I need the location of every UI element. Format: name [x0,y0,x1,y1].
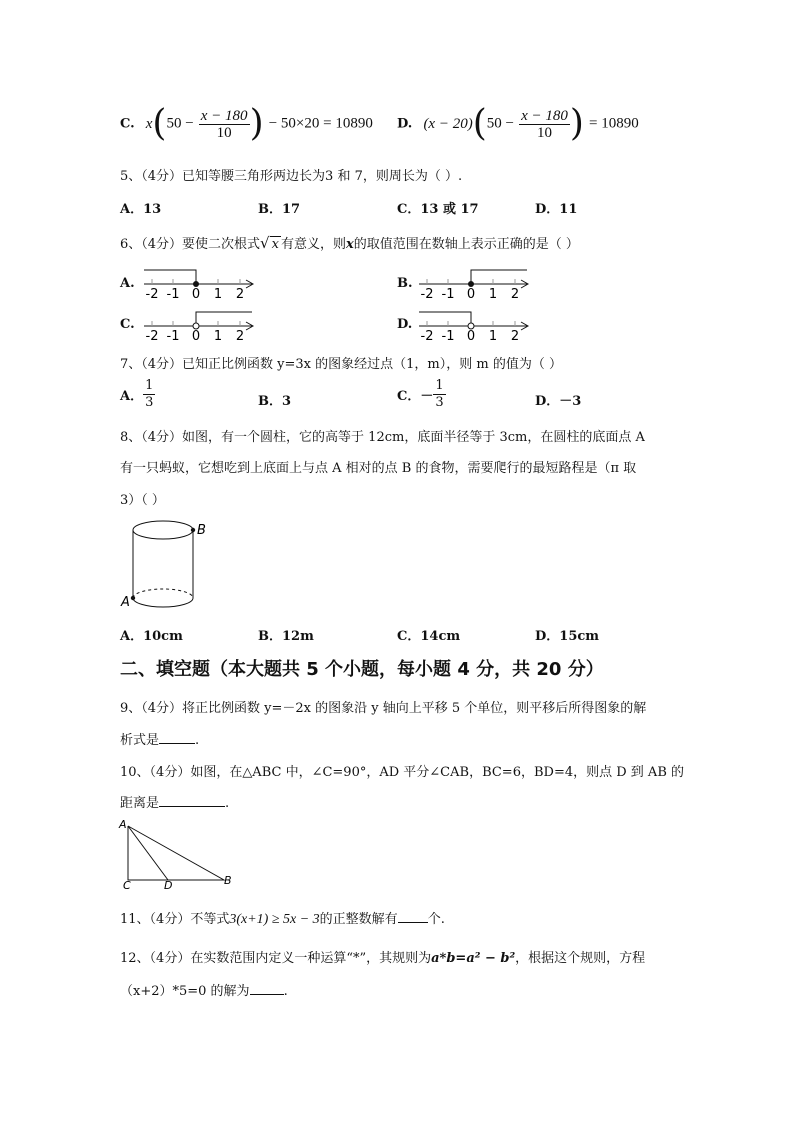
tick-label: -2 [145,329,159,344]
operation-rule: a*b=a² − b² [431,951,516,966]
q6-stem [120,233,579,252]
tick-label: -1 [166,329,180,344]
fraction [143,378,155,411]
cylinder-figure [117,512,217,614]
q11-stem [120,908,445,928]
q6-option-d-label: D. [397,317,413,332]
tick-label: -1 [441,329,455,344]
q7-option-b: B．3 [258,394,292,409]
math-term: (x − 20) [423,115,473,132]
tick-label: -2 [420,287,434,302]
tick-label: 2 [235,287,245,302]
tick-label: 1 [213,287,223,302]
stem-text: 6、（4分）要使二次根式 [120,237,261,252]
tick-label: 2 [235,329,245,344]
fraction-numerator: x − 180 [200,107,248,124]
tick-label: 1 [488,287,498,302]
stem-text: . [195,733,200,748]
tick-label: 0 [466,329,476,344]
q8-line-3: 3）（ ） [120,493,165,508]
stem-var: x [345,237,354,252]
fraction-denominator: 3 [145,395,154,410]
point-label-a: A [121,595,130,610]
q7-option-a [120,378,155,411]
paren-open: ( [472,103,487,144]
stem-text: 有意义，则 [280,237,346,252]
q8-option-b: B．12m [258,629,314,644]
stem-text: ，根据这个规则，方程 [515,951,646,966]
fraction-numerator: x − 180 [521,107,568,124]
inequality: 3(x+1) ≥ 5x − 3 [229,912,320,927]
fraction-numerator: 1 [435,378,444,393]
stem-text: 析式是 [120,733,160,748]
q7-option-c [397,378,446,411]
answer-blank [159,794,225,807]
q8-option-c: C．14cm [397,629,461,644]
stem-text: （x+2）*5=0 的解为 [120,984,250,999]
triangle-figure [116,818,240,890]
stem-text: 个. [427,912,445,927]
q9-line-1: 9、（4分）将正比例函数 y=－2x 的图象沿 y 轴向上平移 5 个单位，则平移后所得图象的解 [120,701,647,716]
q5-option-c: C．13 或 17 [397,202,479,217]
section-title: 二、填空题（本大题共 5 个小题，每小题 4 分，共 20 分） [120,659,604,680]
q6-option-a-label: A. [120,276,135,291]
q10-line-1: 10、（4分）如图，在△ABC 中，∠C=90°，AD 平分∠CAB，BC=6，BD=4，则点 D 到 AB 的 [120,765,685,780]
tick-label: 2 [510,329,520,344]
q5-option-b: B．17 [258,202,301,217]
q12-line-1 [120,947,645,966]
vertex-label-a: A [119,818,127,831]
fraction-numerator: 1 [145,378,154,393]
tick-label: 1 [488,329,498,344]
answer-blank [398,910,428,923]
answer-blank [159,731,195,744]
number-line-b [415,262,540,302]
q8-line-1: 8、（4分）如图，有一个圆柱，它的高等于 12cm，底面半径等于 3cm，在圆柱的底面点 A [120,430,645,445]
fraction-denominator: 3 [435,395,444,410]
option-label: C．－ [397,389,434,404]
fraction [519,108,570,141]
math-var: x [145,115,153,132]
stem-text: 的取值范围在数轴上表示正确的是（ ） [353,237,579,252]
fraction-denominator: 10 [216,124,232,141]
paren-open: ( [152,103,167,144]
q9-line-2 [120,729,199,748]
paren-close: ) [569,103,584,144]
q7-stem: 7、（4分）已知正比例函数 y=3x 的图象经过点（1，m），则 m 的值为（ ） [120,357,562,372]
q6-option-b-label: B. [397,276,413,291]
tick-label: 0 [191,287,201,302]
tick-label: -1 [166,287,180,302]
tick-label: -2 [145,287,159,302]
fraction [433,378,445,411]
option-label: C. [120,116,135,132]
stem-text: . [225,796,230,811]
q8-option-d: D．15cm [535,629,600,644]
math-term: 50 − [486,115,514,132]
tick-label: -2 [420,329,434,344]
stem-text: . [283,984,288,999]
tick-label: 0 [466,287,476,302]
sqrt-radicand: x [271,237,279,252]
option-label: A． [120,389,144,404]
q8-option-a: A．10cm [120,629,183,644]
option-label: D. [397,116,413,132]
sqrt-radical: √ [260,234,270,252]
stem-text: 的正整数解有 [319,912,398,927]
stem-text: 12、（4分）在实数范围内定义一种运算“*”，其规则为 [120,951,432,966]
number-line-a [140,262,265,302]
fraction-denominator: 10 [536,124,552,141]
stem-text: 距离是 [120,796,160,811]
vertex-label-b: B [224,874,232,887]
q5-option-d: D．11 [535,202,578,217]
point-label-b: B [197,523,206,538]
q7-option-d: D．－3 [535,394,582,409]
q4-option-d [397,103,639,146]
q6-option-c-label: C. [120,317,135,332]
q4-option-c [120,103,373,146]
number-line-d [415,304,540,344]
q5-option-a: A．13 [120,202,162,217]
fraction [199,108,250,141]
q8-line-2: 有一只蚂蚁，它想吃到上底面上与点 A 相对的点 B 的食物，需要爬行的最短路程是（π 取 [120,461,637,476]
q12-line-2 [120,980,288,999]
number-line-c [140,304,265,344]
tick-label: 0 [191,329,201,344]
answer-blank [250,982,284,995]
math-term: − 50×20 = 10890 [268,115,373,132]
tick-label: -1 [441,287,455,302]
math-term: 50 − [166,115,194,132]
q5-stem: 5、（4分）已知等腰三角形两边长为3 和 7，则周长为（ ）. [120,169,463,184]
vertex-label-d: D [164,879,173,890]
stem-text: 11、（4分）不等式 [120,912,230,927]
q10-line-2 [120,792,229,811]
tick-label: 1 [213,329,223,344]
math-term: = 10890 [589,115,639,132]
paren-close: ) [249,103,264,144]
tick-label: 2 [510,287,520,302]
vertex-label-c: C [123,879,131,890]
